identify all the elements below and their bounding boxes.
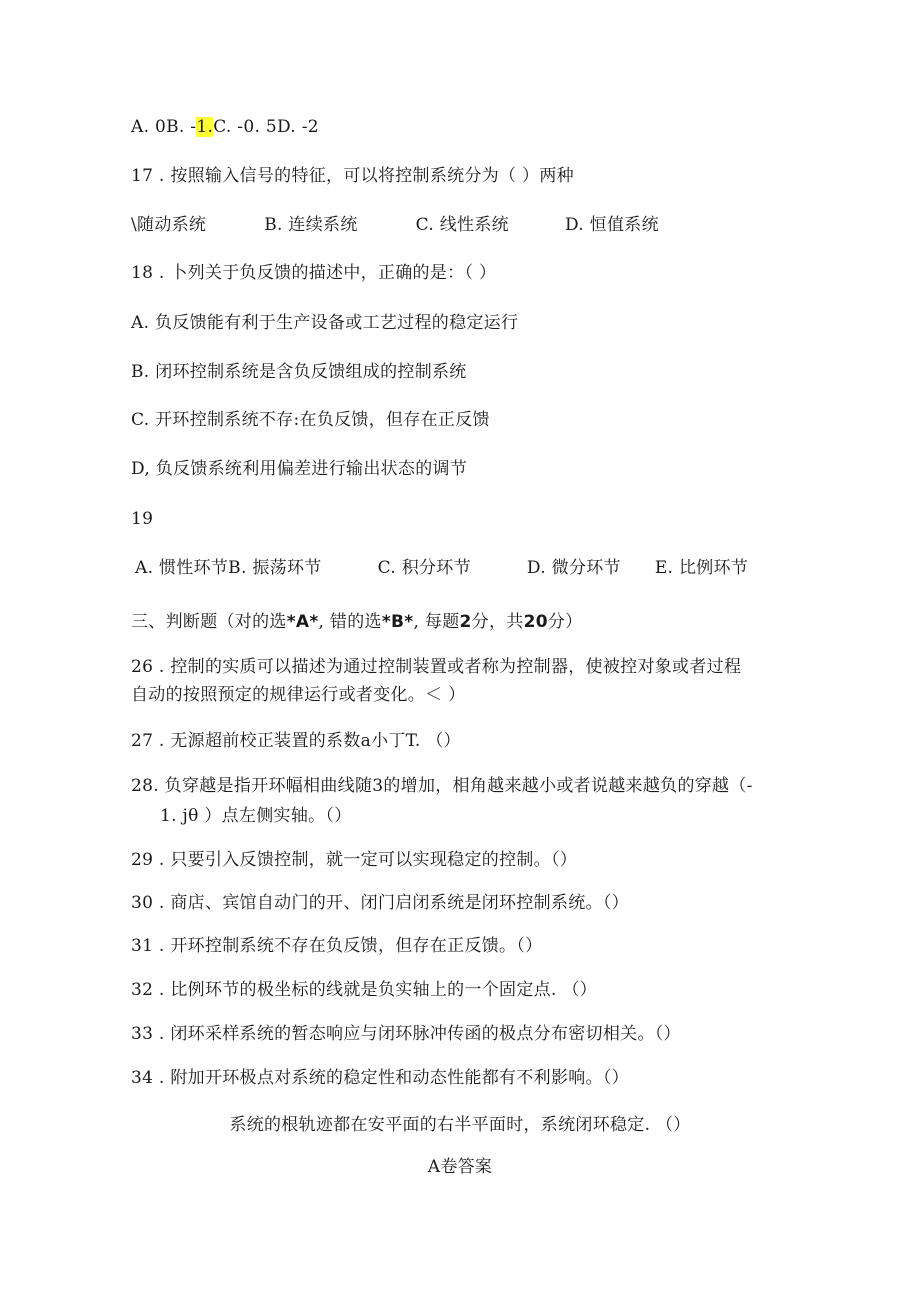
- judgement-30: 30 . 商店、宾馆自动门的开、闭门启闭系统是闭环控制系统。（）: [131, 893, 629, 913]
- q19-stem: 19: [131, 509, 154, 529]
- judgement-26-line1: 26 . 控制的实质可以描述为通过控制装置或者称为控制器，使被控对象或者过程: [131, 657, 742, 677]
- judgement-29: 29 . 只要引入反馈控制，就一定可以实现稳定的控制。（）: [131, 850, 578, 870]
- q18-option-d: D, 负反馈系统利用偏差进行输出状态的调节: [131, 459, 468, 479]
- q17-option-c: C. 线性系统: [415, 215, 509, 235]
- section3-mid3: 分，共: [471, 612, 524, 632]
- final-statement: 系统的根轨迹都在安平面的右半平面时，系统闭环稳定. （）: [229, 1115, 691, 1135]
- judgement-28-line2: 1. jθ ）点左侧实轴。（）: [160, 806, 352, 826]
- judgement-32: 32 . 比例环节的极坐标的线就是负实轴上的一个固定点. （）: [131, 980, 597, 1000]
- q18-option-c: C. 开环控制系统不存:在负反馈，但存在正反馈: [131, 410, 490, 430]
- section3-suffix: 分）: [547, 612, 583, 632]
- q18-stem: 18 . 卜列关于负反馈的描述中，正确的是：（ ）: [131, 263, 497, 283]
- section3-prefix: 三、判断题（对的选: [131, 612, 287, 632]
- q19-option-c: C. 积分环节: [377, 558, 471, 578]
- q16-highlight: 1.: [196, 117, 214, 137]
- section3-a-mark: *A*: [286, 612, 319, 632]
- q17-stem: 17 . 按照输入信号的特征，可以将控制系统分为（ ）两种: [131, 166, 574, 186]
- section3-b-mark: *B*: [381, 612, 414, 632]
- judgement-33: 33 . 闭环采样系统的暂态响应与闭环脉冲传函的极点分布密切相关。（）: [131, 1024, 681, 1044]
- q19-option-ab: A. 惯性环节B. 振荡环节: [135, 558, 322, 578]
- section3-mid1: , 错的选: [318, 612, 382, 632]
- q16-options: [131, 116, 319, 138]
- q17-option-b: B. 连续系统: [264, 215, 358, 235]
- section3-mid2: , 每题: [413, 612, 460, 632]
- judgement-34: 34 . 附加开环极点对系统的稳定性和动态性能都有不利影响。（）: [131, 1068, 629, 1088]
- q17-option-a: \随动系统: [131, 215, 207, 235]
- q19-option-e: E. 比例环节: [654, 558, 749, 578]
- q19-option-d: D. 微分环节: [526, 558, 621, 578]
- q17-option-d: D. 恒值系统: [564, 215, 659, 235]
- q18-option-a: A. 负反馈能有利于生产设备或工艺过程的稳定运行: [131, 313, 519, 333]
- judgement-28-line1: 28. 负穿越是指开环幅相曲线随3的增加，相角越来越小或者说越来越负的穿越（-: [131, 776, 753, 796]
- judgement-27: 27 . 无源超前校正装置的系数a小丁T. （）: [131, 731, 461, 751]
- q18-option-b: B. 闭环控制系统是含负反馈组成的控制系统: [131, 362, 467, 382]
- section3-per-score: 2: [459, 612, 472, 632]
- answer-heading: A卷答案: [427, 1157, 493, 1177]
- q16-option-ab: A. 0B. -: [131, 117, 197, 137]
- q16-option-cd: C. -0. 5D. -2: [213, 117, 319, 137]
- q19-options: [135, 557, 748, 579]
- judgement-26-line2: 自动的按照预定的规律运行或者变化。＜ ）: [131, 685, 466, 705]
- judgement-31: 31 . 开环控制系统不存在负反馈，但存在正反馈。（）: [131, 936, 543, 956]
- q17-options: [131, 214, 659, 236]
- section3-total-score: 20: [523, 612, 548, 632]
- section3-heading: [131, 611, 582, 633]
